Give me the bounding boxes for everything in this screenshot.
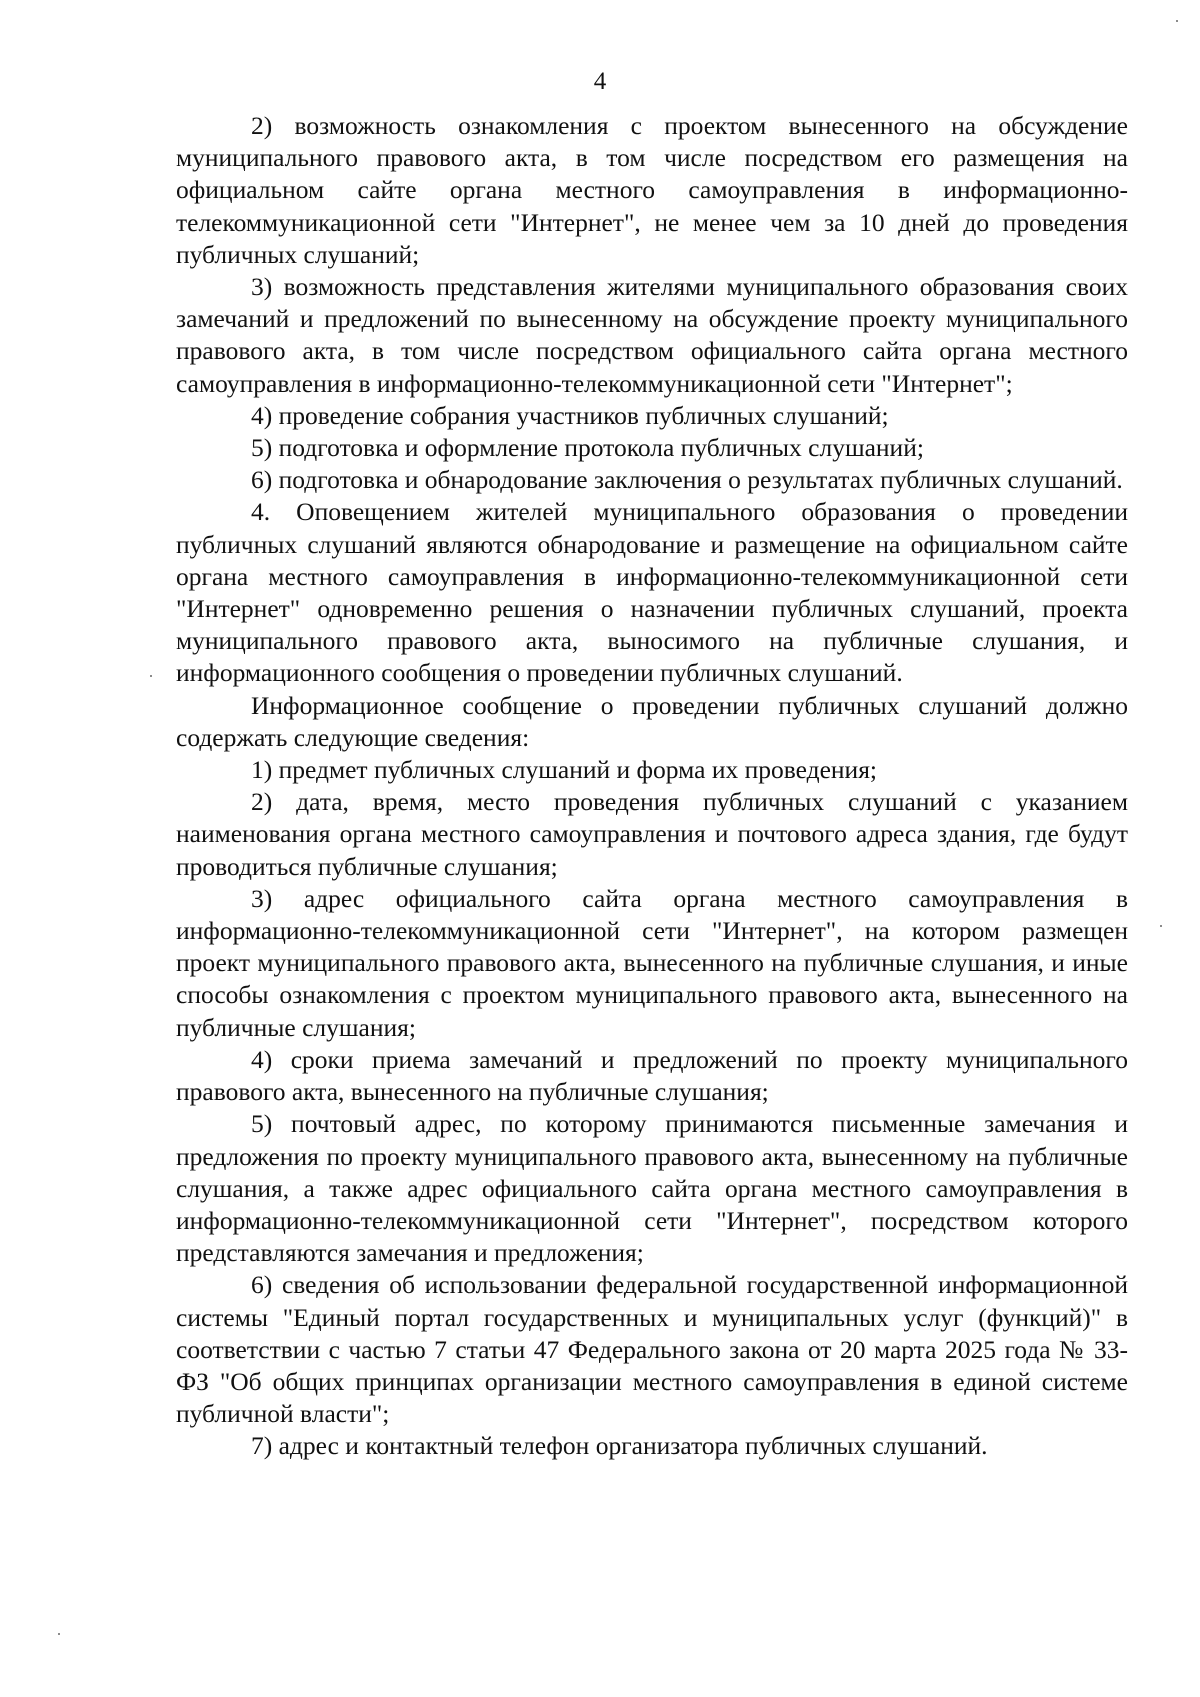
paragraph-section-4: 4. Оповещением жителей муниципального образования о проведении публичных слушаний являются обнародование и размещение на официальном сайте органа местного самоуправления в информационно-телекоммуникационной сети "Интернет" одновременно решения о назначении публичных слушаний, проекта муниципального правового акта, выносимого на публичные слушания, и информационного сообщения о проведении публичных слушаний.: [176, 497, 1128, 688]
paragraph-info-item-5: 5) почтовый адрес, по которому принимаются письменные замечания и предложения по проекту муниципального правового акта, вынесенному на публичные слушания, а также адрес официального сайта органа местного самоуправления в информационно-телекоммуникационной сети "Интернет", посредством которого представляются замечания и предложения;: [176, 1109, 1128, 1268]
paragraph-info-item-7: 7) адрес и контактный телефон организатора публичных слушаний.: [251, 1431, 988, 1461]
scan-speck: [1176, 20, 1178, 22]
document-body: [176, 110, 1128, 1463]
paragraph-info-item-2: 2) дата, время, место проведения публичных слушаний с указанием наименования органа местного самоуправления и почтового адреса здания, где будут проводиться публичные слушания;: [176, 787, 1128, 881]
paragraph-item-3: 3) возможность представления жителями муниципального образования своих замечаний и предложений по вынесенному на обсуждение проекту муниципального правового акта, в том числе посредством официального сайта органа местного самоуправления в информационно-телекоммуникационной сети "Интернет";: [176, 272, 1128, 398]
paragraph-item-2: 2) возможность ознакомления с проектом вынесенного на обсуждение муниципального правового акта, в том числе посредством его размещения на официальном сайте органа местного самоуправления в информационно-телекоммуникационной сети "Интернет", не менее чем за 10 дней до проведения публичных слушаний;: [176, 111, 1128, 269]
paragraph-item-4: 4) проведение собрания участников публичных слушаний;: [251, 400, 889, 430]
scan-speck: [58, 1633, 60, 1635]
paragraph-item-6: 6) подготовка и обнародование заключения о результатах публичных слушаний.: [251, 465, 1123, 495]
scan-speck: [150, 675, 152, 677]
paragraph-info-message: Информационное сообщение о проведении публичных слушаний должно содержать следующие сведения:: [176, 690, 1128, 752]
page-number: 4: [593, 68, 607, 95]
paragraph-info-item-1: 1) предмет публичных слушаний и форма их проведения;: [251, 755, 878, 785]
paragraph-item-5: 5) подготовка и оформление протокола публичных слушаний;: [251, 433, 924, 463]
paragraph-info-item-6: 6) сведения об использовании федеральной государственной информационной системы "Единый портал государственных и муниципальных услуг (функций)" в соответствии с частью 7 статьи 47 Федерального закона от 20 марта 2025 года № 33-ФЗ "Об общих принципах организации местного самоуправления в единой системе публичной власти";: [176, 1270, 1128, 1429]
paragraph-info-item-4: 4) сроки приема замечаний и предложений по проекту муниципального правового акта, вынесенного на публичные слушания;: [176, 1044, 1128, 1107]
scan-speck: [1160, 925, 1162, 927]
paragraph-info-item-3: 3) адрес официального сайта органа местного самоуправления в информационно-телекоммуникационной сети "Интернет", на котором размещен проект муниципального правового акта, вынесенного на публичные слушания, и иные способы ознакомления с проектом муниципального правового акта, вынесенного на публичные слушания;: [176, 883, 1128, 1042]
